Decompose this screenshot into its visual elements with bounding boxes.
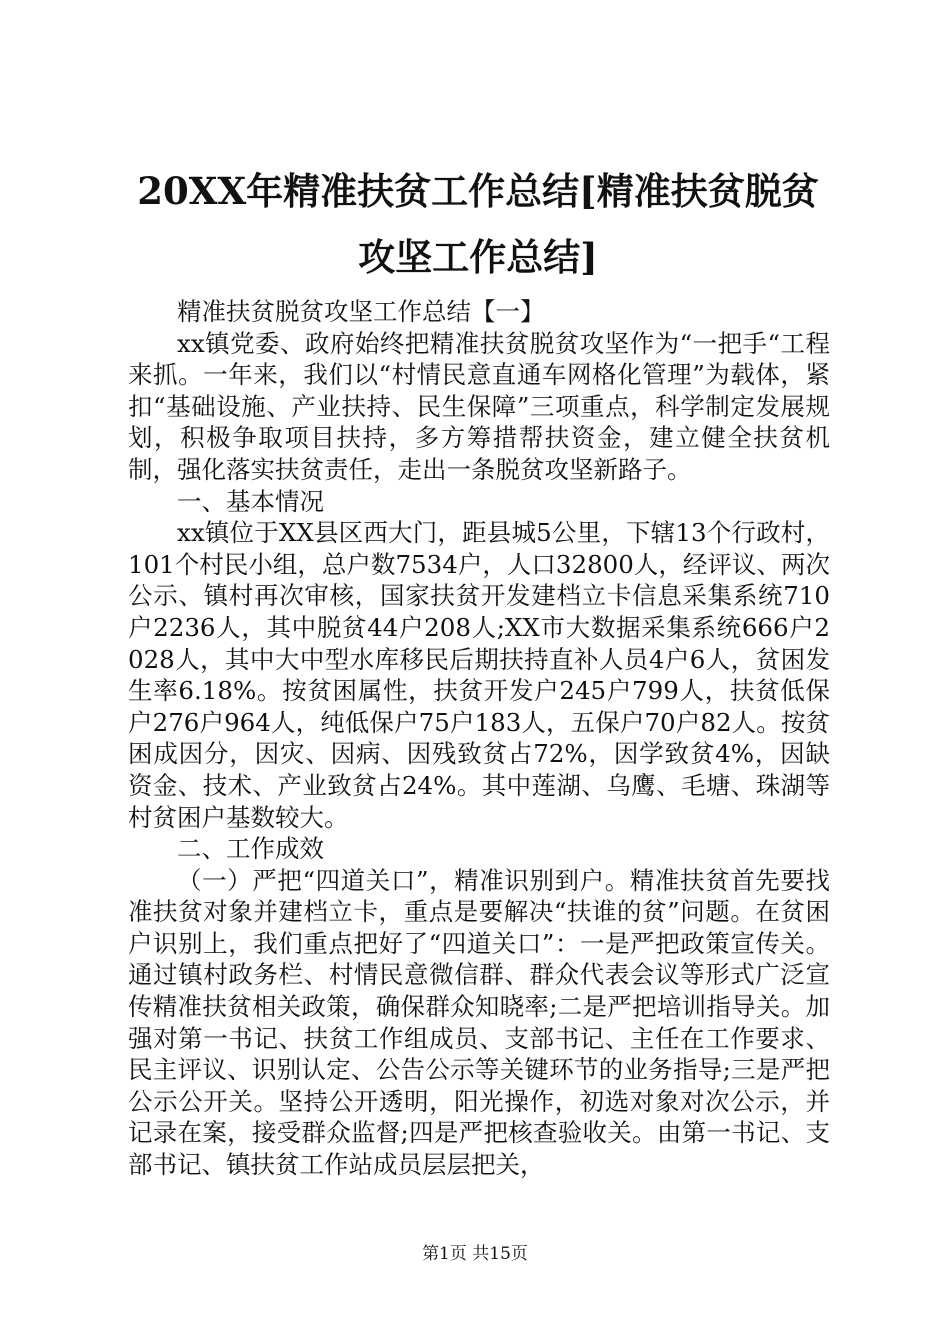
document-body (128, 296, 830, 1181)
body-paragraph: xx镇党委、政府始终把精准扶贫脱贫攻坚作为“一把手“工程来抓。一年来，我们以“村情民意直通车网格化管理”为载体，紧扣“基础设施、产业扶持、民生保障”三项重点，科学制定发展规划，积极争取项目扶持，多方筹措帮扶资金，建立健全扶贫机制，强化落实扶贫责任，走出一条脱贫攻坚新路子。 (128, 328, 830, 484)
page-number: 第1页 共15页 (422, 1244, 528, 1264)
body-paragraph: （一）严把“四道关口”，精准识别到户。精准扶贫首先要找准扶贫对象并建档立卡，重点是要解决“扶谁的贫”问题。在贫困户识别上，我们重点把好了“四道关口”：一是严把政策宣传关。通过镇村政务栏、村情民意微信群、群众代表会议等形式广泛宣传精准扶贫相关政策，确保群众知晓率;二是严把培训指导关。加强对第一书记、扶贫工作组成员、支部书记、主任在工作要求、民主评议、识别认定、公告公示等关键环节的业务指导;三是严把公示公开关。坚持公开透明，阳光操作，初选对象对次公示，并记录在案，接受群众监督;四是严把核查验收关。由第一书记、支部书记、镇扶贫工作站成员层层把关， (128, 865, 830, 1180)
section-heading: 二、工作成效 (177, 834, 324, 864)
section-heading: 一、基本情况 (177, 486, 324, 516)
section-heading: 精准扶贫脱贫攻坚工作总结【一】 (177, 297, 545, 326)
document-title: 20XX年精准扶贫工作总结[精准扶贫脱贫攻坚工作总结] (137, 169, 819, 279)
body-paragraph: xx镇位于XX县区西大门，距县城5公里，下辖13个行政村，101个村民小组，总户数7534户，人口32800人，经评议、两次公示、镇村再次审核，国家扶贫开发建档立卡信息采集系统710户2236人，其中脱贫44户208人;XX市大数据采集系统666户2028人，其中大中型水库移民后期扶持直补人员4户6人，贫困发生率6.18%。按贫困属性，扶贫开发户245户799人，扶贫低保户276户964人，纯低保户75户183人，五保户70户82人。按贫困成因分，因灾、因病、因残致贫占72%，因学致贫4%，因缺资金、技术、产业致贫占24%。其中莲湖、乌鹰、毛塘、珠湖等村贫困户基数较大。 (128, 518, 830, 832)
